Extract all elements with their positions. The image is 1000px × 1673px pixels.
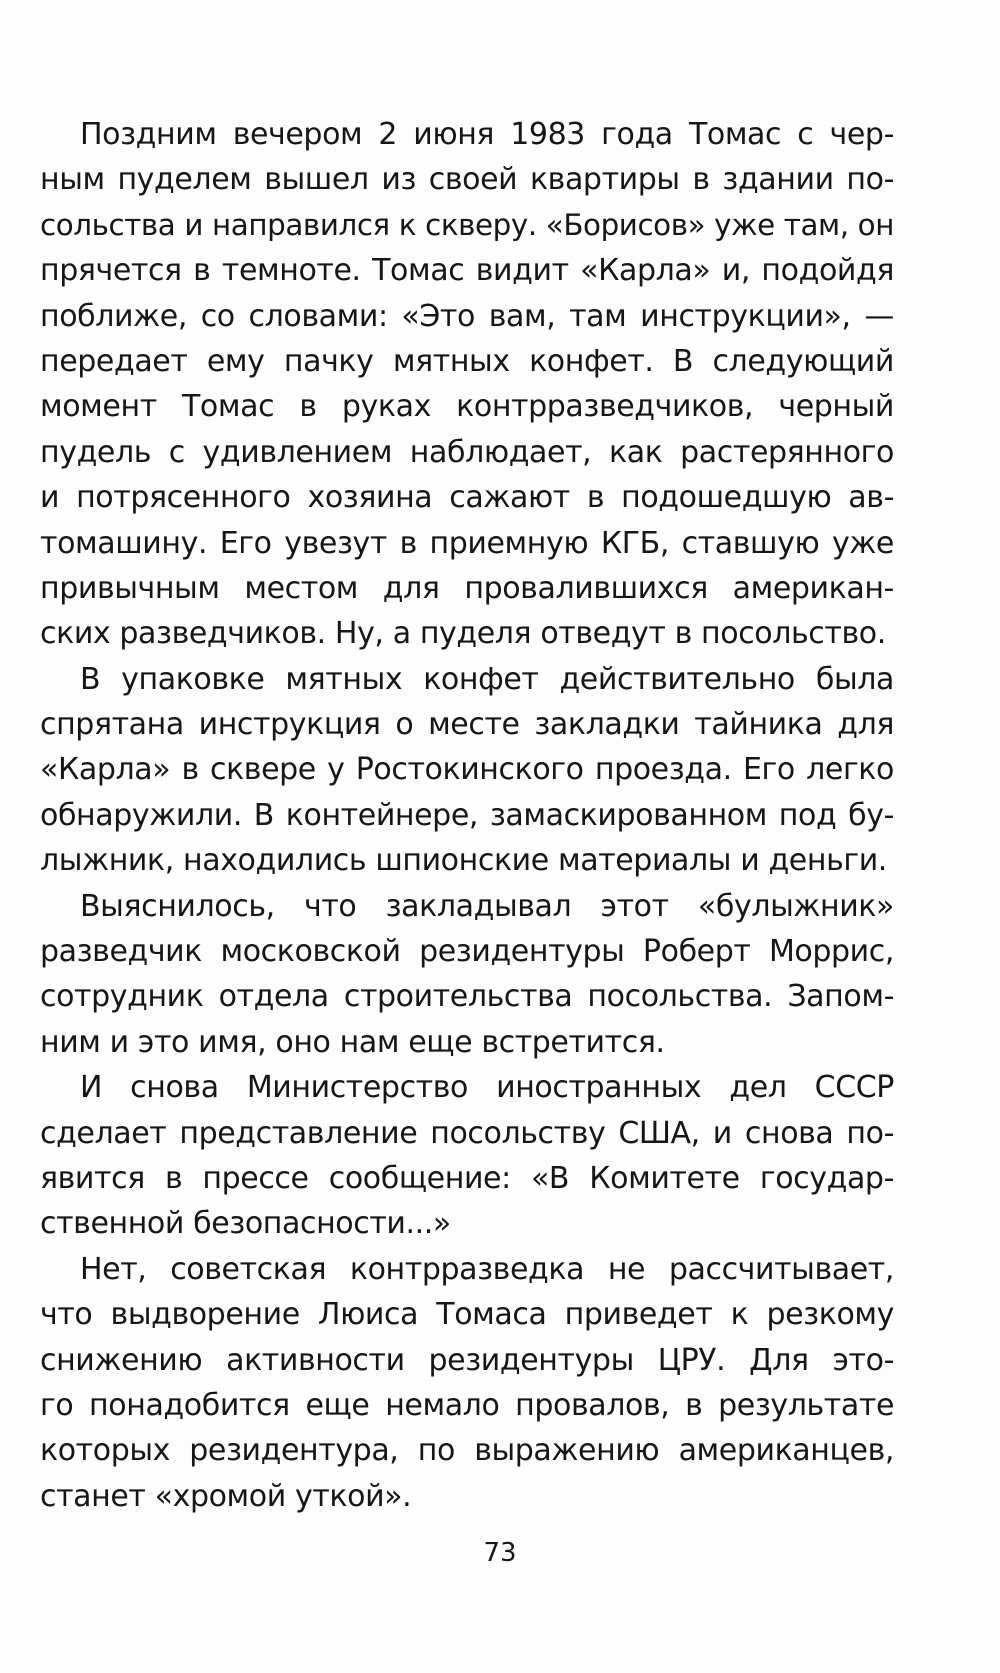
text-line: снижению активности резидентуры ЦРУ. Для это-	[40, 1342, 894, 1378]
text-line: «Карла» в сквере у Ростокинского проезда. Его легко	[40, 752, 894, 788]
text-line: что выдворение Люиса Томаса приведет к резкому	[40, 1297, 894, 1333]
page-number: 73	[483, 1538, 517, 1568]
text-line: обнаружили. В контейнере, замаскированном под бу-	[40, 797, 894, 833]
text-line: Поздним вечером 2 июня 1983 года Томас с чер-	[80, 117, 894, 152]
text-line: сотрудник отдела строительства посольства. Запом-	[40, 979, 894, 1015]
text-line: спрятана инструкция о месте закладки тайника для	[40, 707, 894, 743]
text-line: И снова Министерство иностранных дел СССР	[80, 1070, 894, 1106]
text-line: поближе, со словами: «Это вам, там инструкции», —	[40, 298, 894, 334]
text-line: станет «хромой уткой».	[40, 1478, 412, 1514]
text-line: прячется в темноте. Томас видит «Карла» и, подойдя	[40, 253, 894, 289]
text-line: В упаковке мятных конфет действительно была	[80, 661, 894, 697]
text-line: сделает представление посольству США, и снова по-	[40, 1115, 894, 1151]
text-line: передает ему пачку мятных конфет. В следующий	[40, 343, 894, 379]
text-line: которых резидентура, по выражению американцев,	[40, 1433, 894, 1469]
text-line: ным пуделем вышел из своей квартиры в здании по-	[40, 162, 894, 198]
text-line: ственной безопасности...»	[40, 1206, 451, 1242]
text-line: ских разведчиков. Ну, а пуделя отведут в посольство.	[40, 616, 886, 652]
text-line: и потрясенного хозяина сажают в подошедшую ав-	[40, 480, 894, 516]
text-line: разведчик московской резидентуры Роберт Моррис,	[40, 934, 894, 970]
text-line: лыжник, находились шпионские материалы и деньги.	[40, 843, 887, 879]
text-line: пудель с удивлением наблюдает, как растерянного	[40, 434, 894, 470]
text-line: Выяснилось, что закладывал этот «булыжник»	[80, 888, 894, 924]
text-line: томашину. Его увезут в приемную КГБ, ставшую уже	[40, 525, 894, 561]
text-line: привычным местом для провалившихся американ-	[40, 570, 894, 606]
body-text	[40, 112, 894, 1519]
text-line: Нет, советская контрразведка не рассчитывает,	[80, 1251, 894, 1287]
text-line: сольства и направился к скверу. «Борисов» уже там, он	[40, 207, 894, 242]
text-line: момент Томас в руках контрразведчиков, черный	[40, 389, 894, 425]
text-line: го понадобится еще немало провалов, в результате	[40, 1387, 894, 1423]
text-line: ним и это имя, оно нам еще встретится.	[40, 1024, 665, 1060]
text-line: явится в прессе сообщение: «В Комитете государ-	[40, 1160, 894, 1196]
